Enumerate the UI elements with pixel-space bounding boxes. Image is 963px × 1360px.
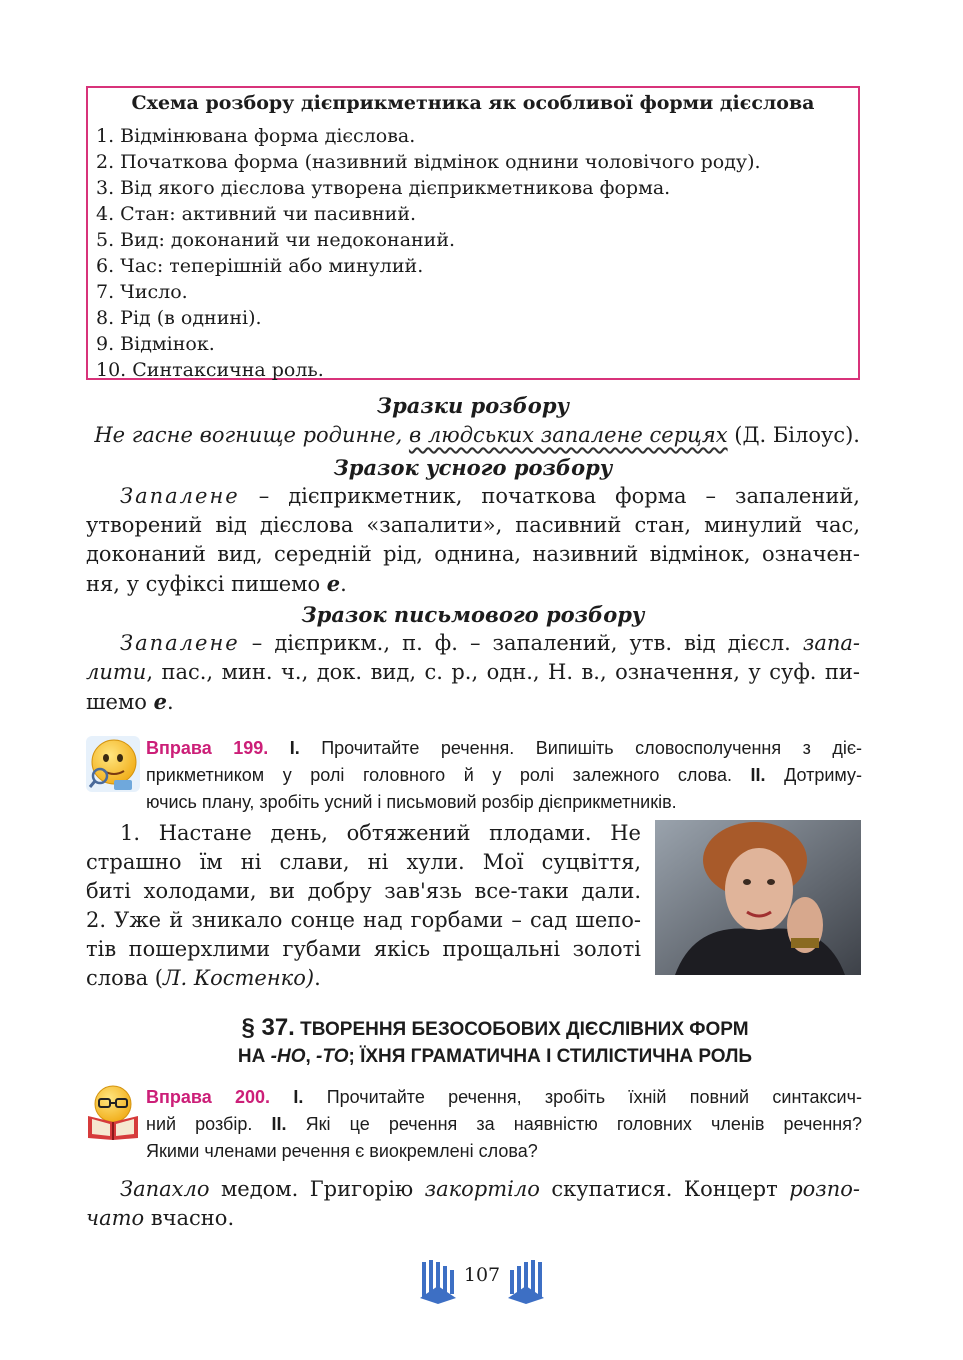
section-heading [145,1014,845,1070]
section-title-line-2: НА [237,1046,271,1067]
oral-line-3: доконаний вид, середній рід, однина, називний відмінок, означен- [86,542,860,566]
sample-sentence [86,421,860,450]
page-number: 107 [463,1264,501,1286]
poem-line: 1. Настане день, обтяжений плодами. Не [120,821,641,845]
written-heading: Зразок письмового розбору [301,602,645,627]
exercise-200-line-2-end: Які це речення за наявністю головних членів речення? [286,1114,862,1134]
section-title-line-1: ТВОРЕННЯ БЕЗОСОБОВИХ ДІЄСЛІВНИХ ФОРМ [294,1019,749,1040]
poem-author: Л. Костенко) [162,966,315,990]
exercise-200 [146,1084,862,1165]
scheme-item: 6. Час: теперішній або минулий. [96,255,424,277]
samples-heading: Зразки розбору [376,393,570,418]
poem-line: 2. Уже й зникало сонце над горбами – сад шепо- [86,908,641,932]
exercise-199-part-1: I. [289,738,300,758]
scheme-item: 3. Від якого дієслова утворена дієприкметникова форма. [96,177,671,199]
scheme-item: 10. Синтаксична роль. [96,359,324,381]
exercise-199-label: Вправа 199. [146,738,269,758]
exercise-199-line-3: ючись плану, зробіть усний і письмовий розбір дієприкметників. [146,792,677,812]
oral-paragraph [86,482,860,598]
exercise-199 [146,735,862,816]
written-suffix-letter: е [153,689,167,714]
written-line-3: шемо [86,690,154,714]
oral-line-2: утворений від дієслова «запалити», пасивний стан, минулий час, [86,513,860,537]
oral-line-1: – дієприкметник, початкова форма – запалений, [239,484,860,508]
reading-face-icon [86,1084,140,1140]
exercise-200-line-3: Якими членами речення є виокремлені слова? [146,1141,538,1161]
sentence-part: скупатися. Концерт [539,1177,790,1201]
sample-sentence-italic: Не гасне вогнище родинне, [94,423,409,447]
exercise-200-line-1: Прочитайте речення, зробіть їхній повний синтаксич- [303,1087,862,1107]
exercise-200-label: Вправа 200. [146,1087,271,1107]
oral-word: Запалене [120,484,240,508]
section-comma: , [305,1046,317,1067]
scheme-item: 8. Рід (в однині). [96,307,262,329]
poem-line: биті холодами, ви добру зав'язь все-таки дали. [86,879,641,903]
poem-end: . [314,966,321,990]
poem-text [86,819,641,993]
written-paragraph [86,629,860,716]
oral-line-4: ня, у суфіксі пишемо [86,572,327,596]
highlight-word-zapakhlo: Запахло [120,1177,210,1201]
oral-suffix-letter: е [326,571,341,596]
highlight-word-rozpochato: розпо- [789,1177,860,1201]
section-suffix-to: -ТО [316,1046,349,1067]
exercise-199-line-1: Прочитайте речення. Випишіть словосполучення з діє- [299,738,862,758]
highlight-word-rozpochato-end: чато [86,1206,145,1230]
exercise-200-part-1: I. [293,1087,304,1107]
exercise-199-line-2-end: Дотриму- [765,765,863,785]
sample-sentence-underlined: в людських запалене серцях [408,423,728,447]
written-line-1: – дієприкм., п. ф. – запалений, утв. від дієсл. [239,631,803,655]
section-suffix-no: -НО [270,1046,306,1067]
exercise-200-line-2: ний розбір. [146,1114,272,1134]
exercise-200-part-2: II. [271,1114,287,1134]
sentence-part: вчасно. [144,1206,235,1230]
exercise-199-part-2: II. [750,765,766,785]
written-word: Запалене [120,631,240,655]
scheme-item: 4. Стан: активний чи пасивний. [96,203,417,225]
sentence-part: медом. Григорію [209,1177,425,1201]
scheme-item: 9. Відмінок. [96,333,215,355]
thinking-face-icon [86,736,140,792]
scheme-item: 5. Вид: доконаний чи недоконаний. [96,229,456,251]
scheme-title: Схема розбору дієприкметника як особливої форми дієслова [131,92,815,114]
oral-line-4-end: . [340,572,347,596]
oral-heading: Зразок усного розбору [333,455,613,480]
highlight-word-zakortilo: закортіло [424,1177,540,1201]
poem-line: страшно їм ні слави, ні хули. Мої суцвіття, [86,850,641,874]
scheme-list [96,123,761,383]
written-line-2: , пас., мин. ч., док. вид, с. р., одн., Н. в., означення, у суф. пи- [146,660,860,684]
section-title-line-2-end: ; ЇХНЯ ГРАМАТИЧНА І СТИЛІСТИЧНА РОЛЬ [348,1046,753,1067]
scheme-item: 7. Число. [96,281,188,303]
exercise-199-line-2: прикметником у ролі головного й у ролі залежного слова. [146,765,751,785]
poem-line: тів пошерхлими губами якісь прощальні золоті [86,937,641,961]
poem-last-line: слова ( [86,966,163,990]
written-line-1-italic: запа- [802,631,860,655]
author-portrait-photo [655,820,861,975]
written-line-3-end: . [166,690,174,714]
sample-sentence-source: (Д. Білоус). [727,423,860,447]
exercise-200-sentences [86,1175,860,1233]
scheme-item: 1. Відмінювана форма дієслова. [96,125,416,147]
written-line-2-italic: лити [86,660,147,684]
scheme-box [86,86,860,380]
scheme-item: 2. Початкова форма (називний відмінок однини чоловічого роду). [96,151,761,173]
section-number: § 37. [241,1014,295,1041]
